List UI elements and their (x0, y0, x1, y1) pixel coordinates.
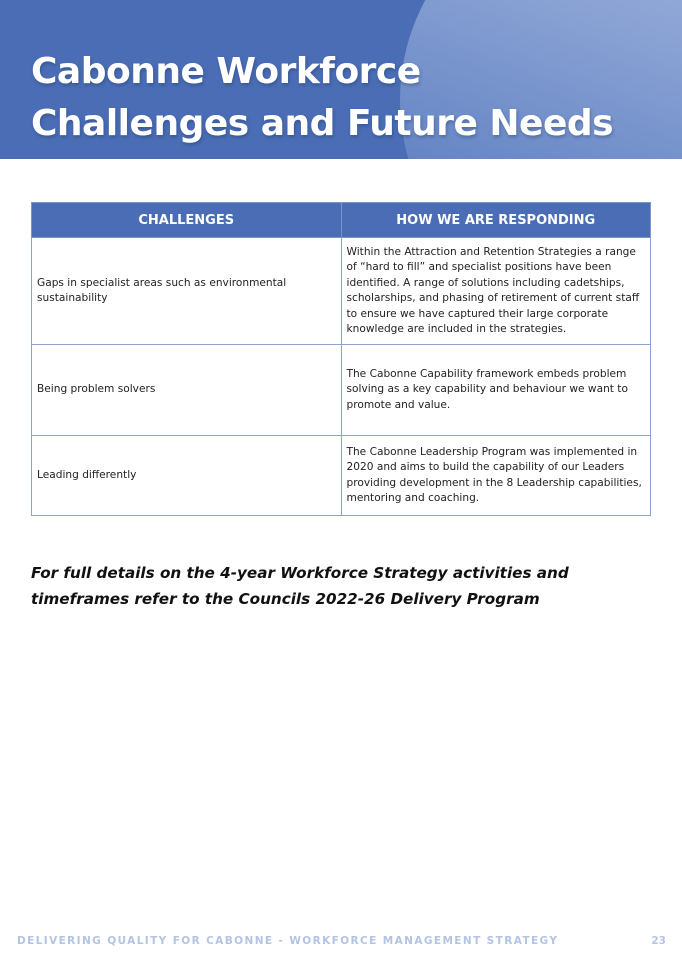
column-header-challenges: CHALLENGES (32, 203, 342, 238)
challenge-cell: Gaps in specialist areas such as environmental sustainability (32, 238, 342, 345)
page-number: 23 (651, 935, 666, 947)
response-cell: The Cabonne Leadership Program was implemented in 2020 and aims to build the capability of our Leaders providing development in the 8 Leadership capabilities, mentoring and coaching. (341, 436, 651, 516)
challenges-table (31, 202, 651, 516)
table-row (32, 345, 651, 436)
table-header-row (32, 203, 651, 238)
delivery-program-note: For full details on the 4-year Workforce Strategy activities and timeframes refer to the Councils 2022-26 Delivery Program (31, 564, 569, 608)
response-cell: The Cabonne Capability framework embeds problem solving as a key capability and behaviour we want to promote and value. (341, 345, 651, 436)
page-title-line-2: Challenges and Future Needs (31, 103, 614, 144)
page-title (31, 46, 631, 150)
response-cell: Within the Attraction and Retention Strategies a range of “hard to fill” and specialist positions have been identified. A range of solutions including cadetships, scholarships, and phasing of retirement of current staff to ensure we have captured their large corporate knowledge are included in the strategies. (341, 238, 651, 345)
challenges-table-container (31, 202, 651, 516)
column-header-responding: HOW WE ARE RESPONDING (341, 203, 651, 238)
page-title-line-1: Cabonne Workforce (31, 51, 421, 92)
footer-strategy-title: DELIVERING QUALITY FOR CABONNE - WORKFORCE MANAGEMENT STRATEGY (17, 935, 559, 947)
challenge-cell: Being problem solvers (32, 345, 342, 436)
challenge-cell: Leading differently (32, 436, 342, 516)
header-band (0, 0, 682, 159)
table-row (32, 436, 651, 516)
table-row (32, 238, 651, 345)
